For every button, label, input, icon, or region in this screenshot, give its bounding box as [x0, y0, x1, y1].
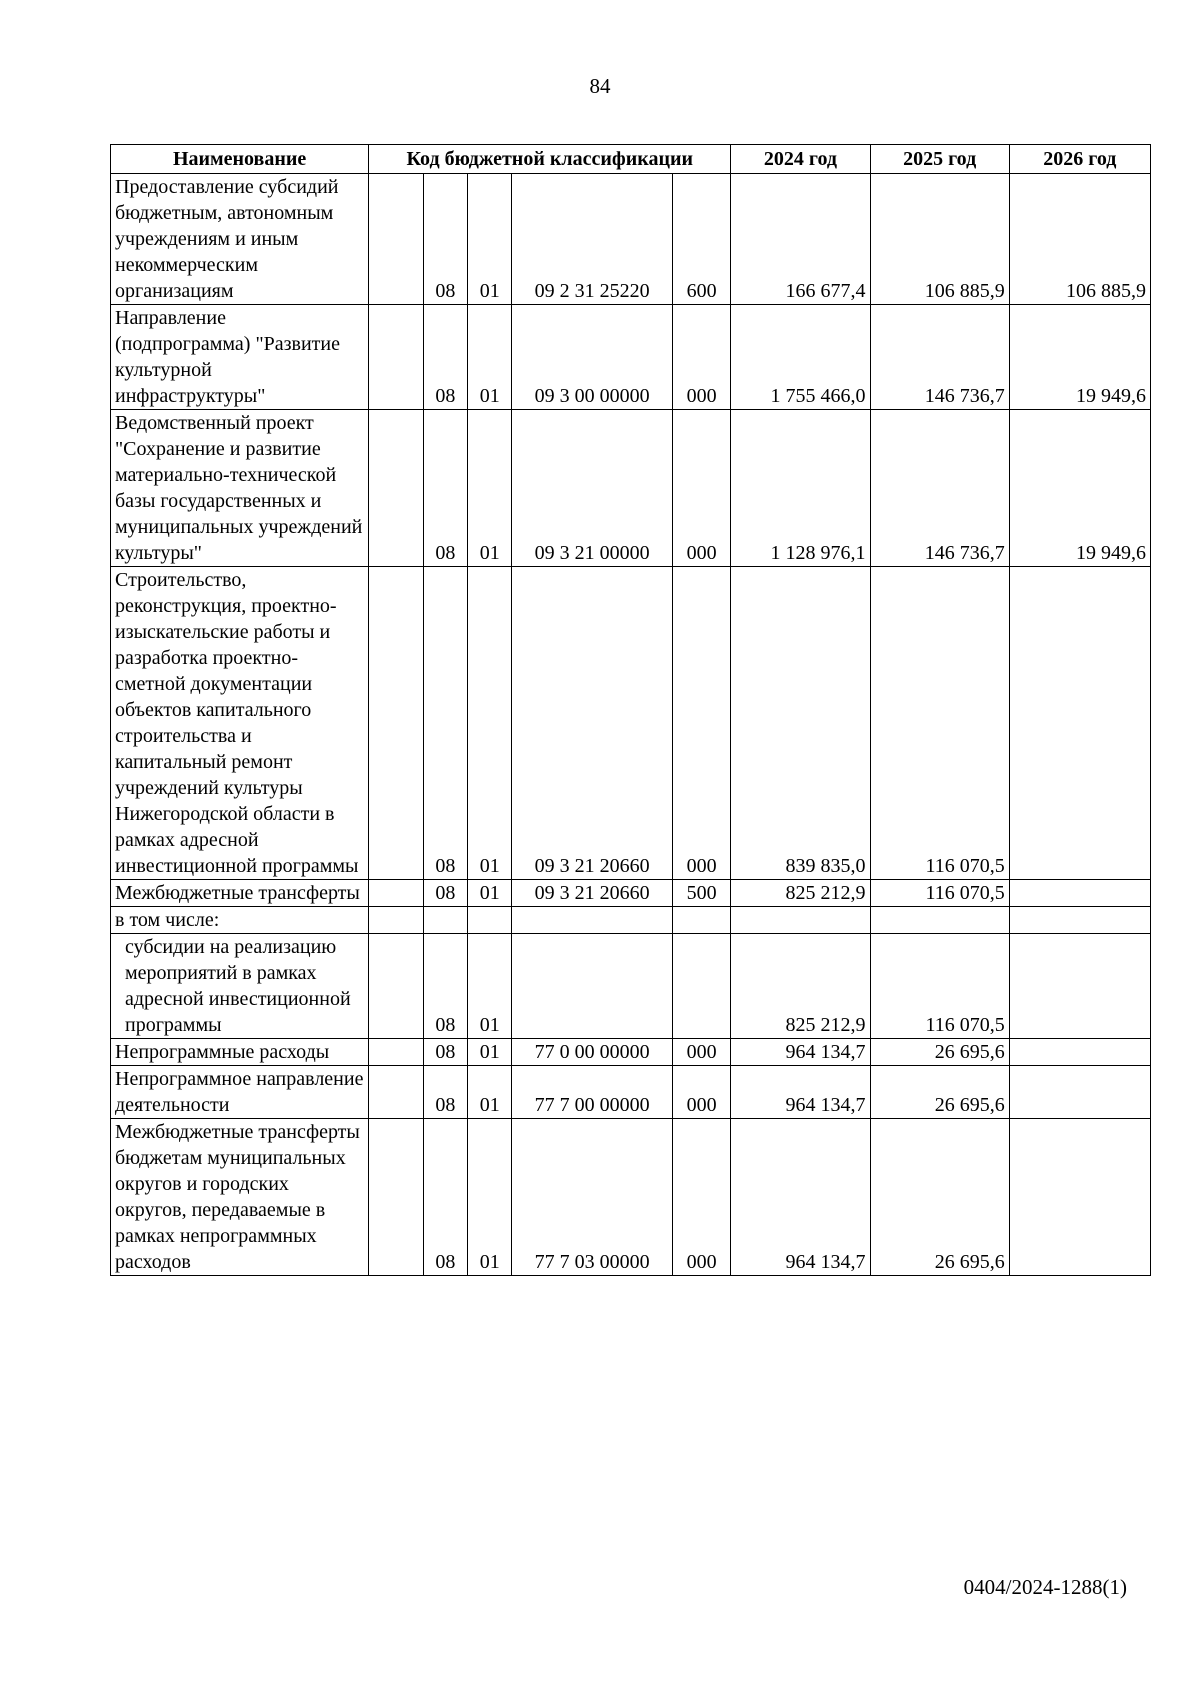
value-2026: 19 949,6 — [1009, 305, 1150, 410]
code-subsection: 01 — [468, 174, 512, 305]
value-2026: 19 949,6 — [1009, 410, 1150, 567]
value-2024: 964 134,7 — [731, 1066, 870, 1119]
code-part-1 — [369, 567, 423, 880]
code-expense-type: 000 — [672, 1119, 731, 1276]
value-2025 — [870, 907, 1009, 934]
code-target-article: 77 0 00 00000 — [512, 1039, 672, 1066]
code-part-1 — [369, 880, 423, 907]
value-2024: 825 212,9 — [731, 934, 870, 1039]
row-name: Строительство, реконструкция, проектно-изыскательские работы и разработка проектно-сметной документации объектов капитального строительства и капитальный ремонт учреждений культуры Нижегородской области в рамках адресной инвестиционной программы — [111, 567, 369, 880]
value-2025: 26 695,6 — [870, 1066, 1009, 1119]
code-target-article: 09 2 31 25220 — [512, 174, 672, 305]
code-expense-type — [672, 934, 731, 1039]
document-registration-code: 0404/2024-1288(1) — [963, 1575, 1127, 1599]
code-part-1 — [369, 1066, 423, 1119]
row-name: Направление (подпрограмма) "Развитие культурной инфраструктуры" — [111, 305, 369, 410]
code-expense-type: 600 — [672, 174, 731, 305]
value-2025: 26 695,6 — [870, 1119, 1009, 1276]
header-name: Наименование — [111, 145, 369, 174]
code-target-article — [512, 934, 672, 1039]
header-2025: 2025 год — [870, 145, 1009, 174]
value-2026 — [1009, 880, 1150, 907]
code-section: 08 — [423, 934, 467, 1039]
table-row — [111, 567, 1151, 880]
code-expense-type: 000 — [672, 410, 731, 567]
header-2024: 2024 год — [731, 145, 870, 174]
code-target-article: 77 7 00 00000 — [512, 1066, 672, 1119]
code-section: 08 — [423, 1039, 467, 1066]
value-2025: 146 736,7 — [870, 410, 1009, 567]
value-2025: 146 736,7 — [870, 305, 1009, 410]
code-section: 08 — [423, 410, 467, 567]
value-2025: 26 695,6 — [870, 1039, 1009, 1066]
code-part-1 — [369, 1119, 423, 1276]
table-row — [111, 174, 1151, 305]
code-target-article: 09 3 21 20660 — [512, 880, 672, 907]
code-subsection — [468, 907, 512, 934]
value-2024: 964 134,7 — [731, 1119, 870, 1276]
code-subsection: 01 — [468, 305, 512, 410]
row-name: Ведомственный проект "Сохранение и развитие материально-технической базы государственных и муниципальных учреждений культуры" — [111, 410, 369, 567]
row-name-text: субсидии на реализацию мероприятий в рамках адресной инвестиционной программы — [125, 936, 351, 1036]
row-name: в том числе: — [111, 907, 369, 934]
value-2026 — [1009, 934, 1150, 1039]
table-row — [111, 410, 1151, 567]
table-row — [111, 1066, 1151, 1119]
value-2026 — [1009, 1039, 1150, 1066]
code-target-article: 09 3 00 00000 — [512, 305, 672, 410]
code-section: 08 — [423, 880, 467, 907]
code-target-article: 09 3 21 00000 — [512, 410, 672, 567]
value-2024: 1 128 976,1 — [731, 410, 870, 567]
code-expense-type: 500 — [672, 880, 731, 907]
budget-table — [110, 144, 1151, 1276]
table-row — [111, 880, 1151, 907]
table-row — [111, 305, 1151, 410]
code-part-1 — [369, 305, 423, 410]
code-subsection: 01 — [468, 410, 512, 567]
code-expense-type: 000 — [672, 1066, 731, 1119]
table-row — [111, 1119, 1151, 1276]
value-2025: 116 070,5 — [870, 567, 1009, 880]
header-code: Код бюджетной классификации — [369, 145, 731, 174]
header-row — [111, 145, 1151, 174]
value-2026 — [1009, 567, 1150, 880]
code-target-article — [512, 907, 672, 934]
code-part-1 — [369, 410, 423, 567]
value-2024: 825 212,9 — [731, 880, 870, 907]
value-2026 — [1009, 1066, 1150, 1119]
code-section: 08 — [423, 174, 467, 305]
code-part-1 — [369, 934, 423, 1039]
row-name: Непрограммные расходы — [111, 1039, 369, 1066]
value-2024: 964 134,7 — [731, 1039, 870, 1066]
code-target-article: 77 7 03 00000 — [512, 1119, 672, 1276]
value-2025: 116 070,5 — [870, 880, 1009, 907]
value-2024: 166 677,4 — [731, 174, 870, 305]
code-section — [423, 907, 467, 934]
code-expense-type: 000 — [672, 567, 731, 880]
code-section: 08 — [423, 1066, 467, 1119]
code-target-article: 09 3 21 20660 — [512, 567, 672, 880]
value-2024: 839 835,0 — [731, 567, 870, 880]
code-part-1 — [369, 907, 423, 934]
code-subsection: 01 — [468, 1039, 512, 1066]
row-name — [111, 934, 369, 1039]
value-2026 — [1009, 1119, 1150, 1276]
code-expense-type — [672, 907, 731, 934]
code-subsection: 01 — [468, 934, 512, 1039]
code-expense-type: 000 — [672, 1039, 731, 1066]
code-expense-type: 000 — [672, 305, 731, 410]
row-name: Межбюджетные трансферты бюджетам муниципальных округов и городских округов, передаваемые в рамках непрограммных расходов — [111, 1119, 369, 1276]
value-2026 — [1009, 907, 1150, 934]
header-2026: 2026 год — [1009, 145, 1150, 174]
code-section: 08 — [423, 305, 467, 410]
code-subsection: 01 — [468, 880, 512, 907]
value-2026: 106 885,9 — [1009, 174, 1150, 305]
code-part-1 — [369, 174, 423, 305]
page-number: 84 — [589, 74, 611, 98]
code-subsection: 01 — [468, 1066, 512, 1119]
table-row — [111, 1039, 1151, 1066]
value-2025: 116 070,5 — [870, 934, 1009, 1039]
code-subsection: 01 — [468, 1119, 512, 1276]
table-row — [111, 934, 1151, 1039]
value-2024: 1 755 466,0 — [731, 305, 870, 410]
row-name: Предоставление субсидий бюджетным, автономным учреждениям и иным некоммерческим организациям — [111, 174, 369, 305]
row-name: Непрограммное направление деятельности — [111, 1066, 369, 1119]
table-row — [111, 907, 1151, 934]
value-2025: 106 885,9 — [870, 174, 1009, 305]
value-2024 — [731, 907, 870, 934]
code-part-1 — [369, 1039, 423, 1066]
row-name: Межбюджетные трансферты — [111, 880, 369, 907]
code-section: 08 — [423, 567, 467, 880]
code-section: 08 — [423, 1119, 467, 1276]
code-subsection: 01 — [468, 567, 512, 880]
